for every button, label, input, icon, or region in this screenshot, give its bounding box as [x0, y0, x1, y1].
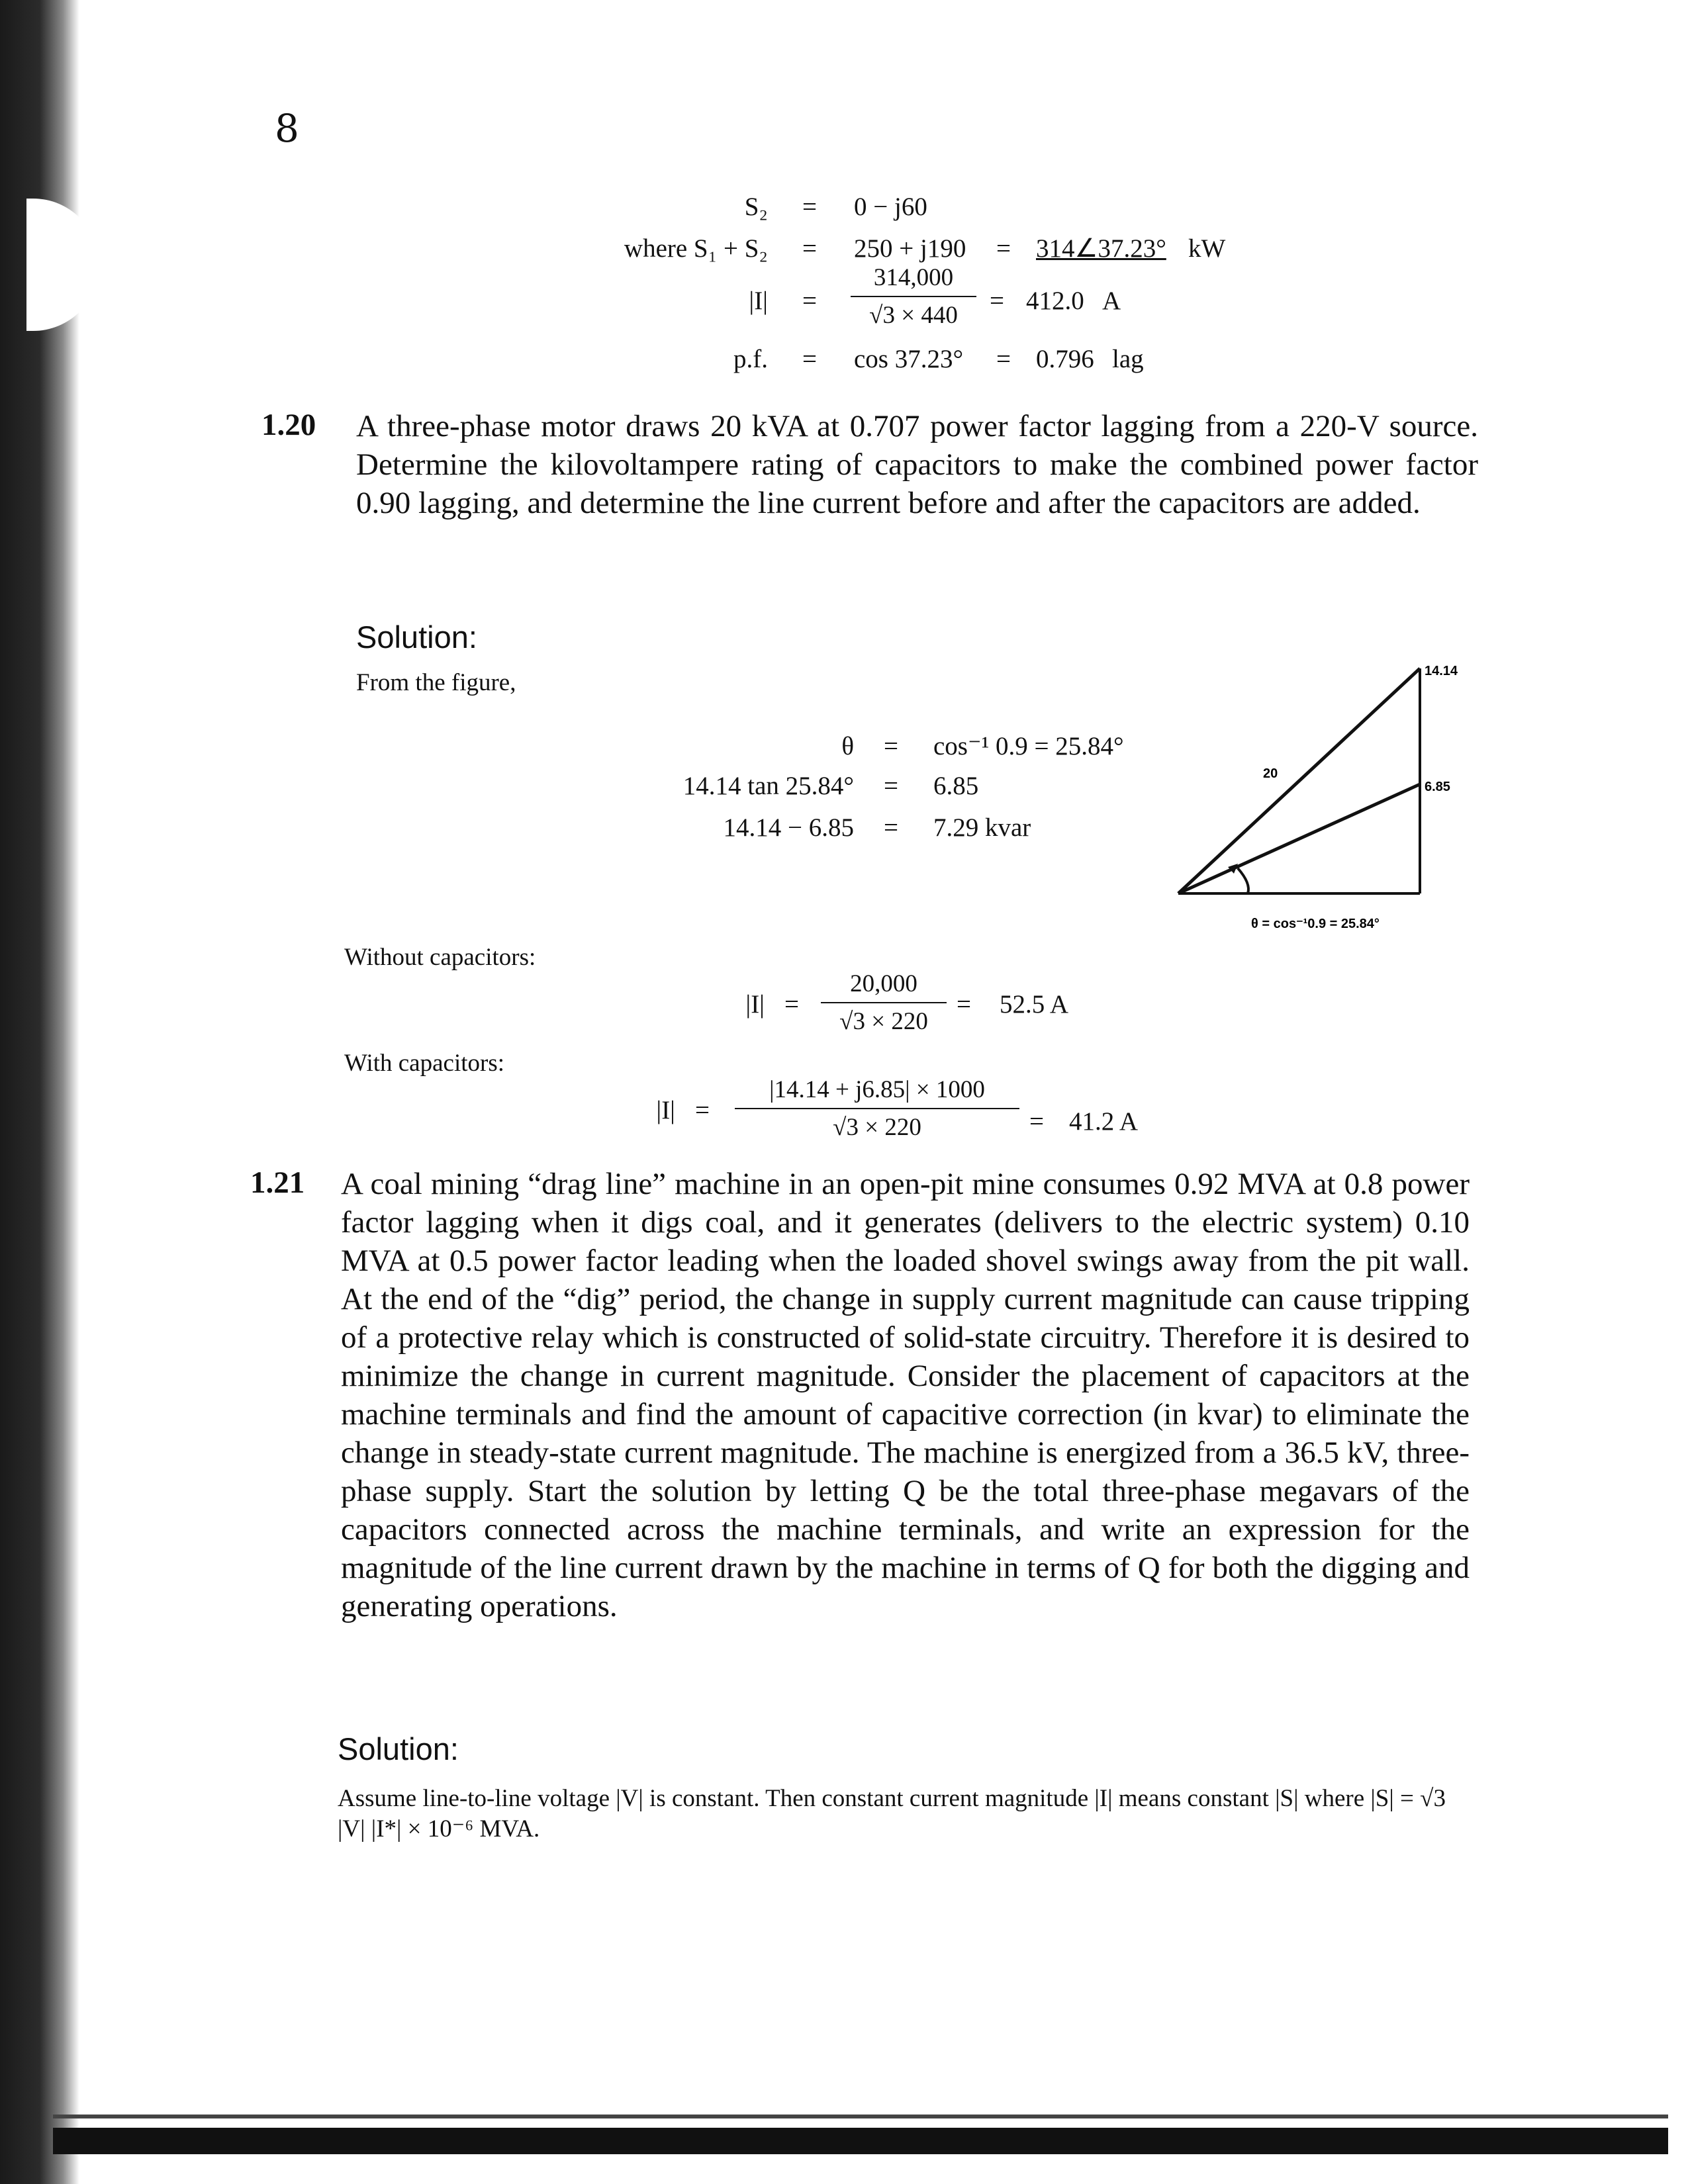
eq-s2-equals: = — [802, 193, 817, 221]
eq-pf-lhs: p.f. — [733, 345, 768, 373]
scan-notch — [26, 199, 99, 331]
problem-120-text: A three-phase motor draws 20 kVA at 0.707 power factor lagging from a 220-V source. Determine the kilovoltampere rating of capacitors to make the combined power factor 0.90 lagging, and determine the line current before and after the capacitors are added. — [356, 409, 1478, 520]
without-denominator: √3 × 220 — [839, 1008, 928, 1035]
with-denominator: √3 × 220 — [833, 1114, 921, 1141]
with-numerator: |14.14 + j6.85| × 1000 — [735, 1075, 1019, 1109]
eq-pf-unit: lag — [1112, 345, 1144, 373]
eq-pf-equals2: = — [996, 345, 1011, 373]
eq-sum-rhs2: 314∠37.23° — [1036, 234, 1166, 263]
without-equals: = — [784, 990, 799, 1019]
eq-current-equals: = — [802, 287, 817, 315]
with-capacitors-label: With capacitors: — [344, 1050, 504, 1077]
scan-bottom-edge — [53, 2128, 1668, 2154]
eq-sum-equals2: = — [996, 234, 1011, 263]
without-lhs: |I| — [745, 990, 765, 1019]
eq-sum-equals: = — [802, 234, 817, 263]
eq-current-fraction — [851, 263, 976, 330]
problem-120-number: 1.20 — [261, 408, 316, 442]
without-equals2: = — [957, 990, 971, 1019]
eq-current-lhs: |I| — [749, 287, 768, 315]
triangle-hypotenuse-line — [1178, 668, 1420, 893]
label-14-14: 14.14 — [1425, 664, 1458, 678]
without-capacitors-label: Without capacitors: — [344, 944, 536, 971]
with-equals: = — [695, 1096, 710, 1124]
eq-s2-rhs: 0 − j60 — [854, 193, 927, 221]
sol120-eq3-lhs: 14.14 − 6.85 — [723, 813, 854, 842]
without-result: 52.5 A — [1000, 990, 1069, 1019]
solution-120-heading: Solution: — [356, 619, 477, 655]
label-6-85: 6.85 — [1425, 780, 1450, 794]
eq-sum-lhs: where S₁ + S₂ — [624, 234, 768, 263]
eq-sum-unit: kW — [1188, 234, 1226, 263]
eq-pf-equals: = — [802, 345, 817, 373]
sol120-eq1-equals: = — [884, 732, 898, 760]
sol120-eq2-equals: = — [884, 772, 898, 800]
label-theta: θ = cos⁻¹0.9 = 25.84° — [1251, 917, 1380, 931]
eq-pf-rhs: cos 37.23° — [854, 345, 964, 373]
eq-current-numerator: 314,000 — [851, 263, 976, 297]
solution-121-heading: Solution: — [338, 1731, 459, 1766]
without-numerator: 20,000 — [821, 970, 947, 1003]
sol120-eq3-equals: = — [884, 813, 898, 842]
sol120-eq3-rhs: 7.29 kvar — [933, 813, 1031, 842]
eq-current-equals2: = — [990, 287, 1004, 315]
power-triangle-figure — [1165, 655, 1476, 946]
problem-121-text: A coal mining “drag line” machine in an open-pit mine consumes 0.92 MVA at 0.8 power factor lagging when it digs coal, and it generates (delivers to the electric system) 0.10 MVA at 0.5 power factor leading when the loaded shovel swings away from the pit wall. At the end of the “dig” period, the change in supply current magnitude can cause tripping of a protective relay which is constructed of solid-state circuitry. Therefore it is desired to minimize the change in current magnitude. Consider the placement of capacitors at the machine terminals and find the amount of capacitive correction (in kvar) to eliminate the change in steady-state current magnitude. The machine is energized from a 36.5 kV, three-phase supply. Start the solution by letting Q be the total three-phase megavars of the capacitors connected across the machine terminals, and write an expression for the magnitude of the line current drawn by the machine in terms of Q for both the digging and generating operations. — [341, 1167, 1470, 1623]
eq-current-denominator: √3 × 440 — [869, 302, 958, 329]
page-number: 8 — [275, 106, 299, 151]
eq-pf-result: 0.796 — [1036, 345, 1094, 373]
solution-120-from-figure: From the figure, — [356, 669, 516, 696]
sol120-eq1-rhs: cos⁻¹ 0.9 = 25.84° — [933, 732, 1124, 760]
sol120-eq2-rhs: 6.85 — [933, 772, 979, 800]
with-fraction — [735, 1075, 1019, 1142]
triangle-corrected-line — [1178, 784, 1420, 893]
with-result: 41.2 A — [1069, 1107, 1139, 1136]
with-lhs: |I| — [656, 1096, 675, 1124]
solution-121-text: Assume line-to-line voltage |V| is constant. Then constant current magnitude |I| means constant |S| where |S| = √3 |V| |I*| × 10⁻⁶ MVA. — [338, 1785, 1446, 1843]
sol120-eq1-lhs: θ — [841, 732, 854, 760]
eq-sum-rhs: 250 + j190 — [854, 234, 966, 263]
without-fraction — [821, 970, 947, 1036]
angle-arc — [1238, 868, 1248, 893]
sol120-eq2-lhs: 14.14 tan 25.84° — [682, 772, 854, 800]
with-equals2: = — [1029, 1107, 1044, 1136]
eq-current-unit: A — [1102, 287, 1121, 315]
eq-current-result: 412.0 — [1026, 287, 1084, 315]
eq-s2-lhs: S₂ — [744, 193, 768, 221]
scan-bottom-line — [53, 2115, 1668, 2118]
problem-121-number: 1.21 — [250, 1165, 305, 1200]
label-20: 20 — [1263, 766, 1278, 781]
